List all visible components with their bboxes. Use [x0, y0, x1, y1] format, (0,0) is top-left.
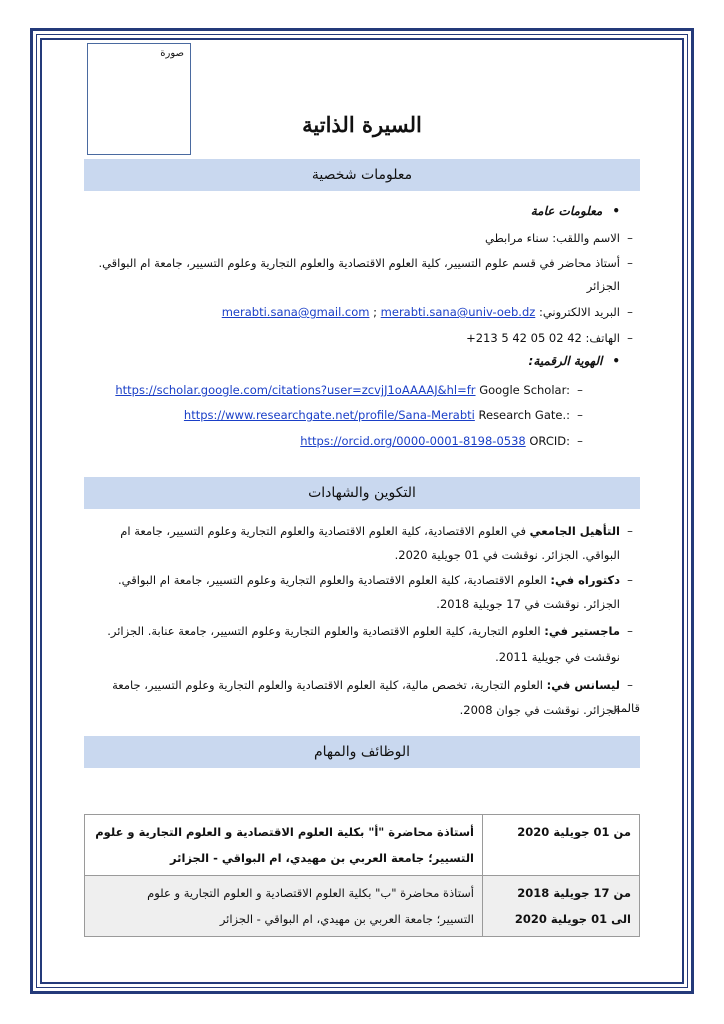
- education-item: –ماجستير في: العلوم التجارية، كلية العلوم الاقتصادية والعلوم التجارية وعلوم التسيير، جامعة عنابة. الجزائر.: [107, 624, 633, 638]
- section-jobs-heading: الوظائف والمهام: [84, 736, 640, 768]
- education-detail-cont: الجزائر. نوقشت في جوان 2008.: [459, 703, 620, 717]
- orcid-label: ORCID:: [529, 434, 570, 448]
- scholar-line: –https://scholar.google.com/citations?user=zcvjJ1oAAAAJ&hl=fr Google Scholar:: [115, 383, 583, 397]
- name-text: الاسم واللقب: سناء مرابطي: [485, 231, 620, 245]
- jobs-table: [84, 814, 640, 937]
- job-description-cont: التسيير؛ جامعة العربي بن مهيدي، ام البواقي - الجزائر: [169, 851, 474, 865]
- phone-text: الهاتف: 42 02 05 42 5 213+: [466, 331, 620, 345]
- document-title: السيرة الذاتية: [302, 112, 422, 137]
- education-degree: ماجستير في:: [544, 624, 620, 638]
- name-line: –الاسم واللقب: سناء مرابطي: [485, 231, 633, 245]
- orcid-line: –https://orcid.org/0000-0001-8198-0538 ORCID:: [300, 434, 583, 448]
- education-detail: في العلوم الاقتصادية، كلية العلوم الاقتصادية والعلوم التجارية وعلوم التسيير، جامعة ام: [120, 524, 530, 538]
- scholar-entry: [115, 383, 570, 397]
- orcid-link[interactable]: https://orcid.org/0000-0001-8198-0538: [300, 434, 526, 448]
- section-personal-heading: معلومات شخصية: [84, 159, 640, 191]
- researchgate-line: –https://www.researchgate.net/profile/Sana-Merabti Research Gate.:: [183, 408, 583, 422]
- email-link-univ[interactable]: merabti.sana@univ-oeb.dz: [380, 305, 536, 319]
- education-item: –دكتوراه في: العلوم الاقتصادية، كلية العلوم الاقتصادية والعلوم التجارية وعلوم التسيير، جامعة ام البواقي.: [118, 573, 633, 587]
- scholar-link[interactable]: https://scholar.google.com/citations?user=zcvjJ1oAAAAJ&hl=fr: [115, 383, 476, 397]
- position-line-2: [84, 275, 640, 298]
- education-detail-cont: البواقي. الجزائر. نوقشت في 01 جويلية 2020.: [394, 548, 620, 562]
- job-description-cont: التسيير؛ جامعة العربي بن مهيدي، ام البواقي - الجزائر: [219, 912, 474, 926]
- position-text-2: الجزائر: [586, 279, 620, 293]
- orcid-entry: [300, 434, 570, 448]
- table-row: [85, 876, 640, 937]
- section-education-heading: التكوين والشهادات: [84, 477, 640, 509]
- email-label: البريد الالكتروني:: [538, 305, 620, 319]
- researchgate-link[interactable]: https://www.researchgate.net/profile/Sana-Merabti: [183, 408, 475, 422]
- education-degree: ليسانس في:: [546, 678, 620, 692]
- position-line: –أستاذ محاضر في قسم علوم التسيير، كلية العلوم الاقتصادية والعلوم التجارية وعلوم التسيير، جامعة ام البواقي.: [98, 256, 633, 270]
- job-date-from: من 17 جويلية 2018: [517, 886, 631, 900]
- scholar-label: Google Scholar:: [479, 383, 570, 397]
- job-date-from: من 01 جويلية 2020: [517, 825, 631, 839]
- cv-page: [84, 42, 640, 982]
- photo-placeholder: [87, 43, 191, 155]
- email-separator: ;: [373, 305, 378, 319]
- photo-label: صورة: [160, 48, 184, 59]
- job-description: أستاذة محاضرة "أ" بكلية العلوم الاقتصادية و العلوم التجارية و علوم: [95, 825, 474, 839]
- job-description: أستاذة محاضرة "ب" بكلية العلوم الاقتصادية و العلوم التجارية و علوم: [147, 886, 474, 900]
- education-item: –ليسانس في: العلوم التجارية، تخصص مالية، كلية العلوم الاقتصادية والعلوم التجارية وعلوم التسيير، جامعة قالمة.: [112, 678, 640, 715]
- education-item: –التأهيل الجامعي في العلوم الاقتصادية، كلية العلوم الاقتصادية والعلوم التجارية وعلوم التسيير، جامعة ام: [120, 524, 633, 538]
- education-item-cont: [84, 646, 640, 669]
- table-row: [85, 815, 640, 876]
- job-date-cell: [483, 876, 640, 937]
- education-item-cont: [84, 593, 640, 616]
- job-date-cell: [483, 815, 640, 876]
- phone-line: –الهاتف: 42 02 05 42 5 213+: [466, 331, 633, 345]
- job-date-to: الى 01 جويلية 2020: [514, 912, 631, 926]
- education-item-cont: [84, 699, 640, 722]
- email-line: –البريد الالكتروني: merabti.sana@univ-oeb.dz ; merabti.sana@gmail.com: [221, 305, 633, 319]
- researchgate-entry: [184, 408, 570, 422]
- digital-identity-heading-text: الهوية الرقمية:: [528, 354, 603, 368]
- education-detail: العلوم التجارية، تخصص مالية، كلية العلوم الاقتصادية والعلوم التجارية وعلوم التسيير، جامعة قالمة.: [112, 678, 640, 715]
- education-item-cont: [84, 544, 640, 567]
- education-degree: التأهيل الجامعي: [529, 524, 620, 538]
- digital-identity-heading: [529, 354, 620, 368]
- education-detail: العلوم التجارية، كلية العلوم الاقتصادية والعلوم التجارية وعلوم التسيير، جامعة عنابة. الجزائر.: [107, 624, 545, 638]
- job-description-cell: [85, 876, 483, 937]
- email-link-gmail[interactable]: merabti.sana@gmail.com: [221, 305, 370, 319]
- position-text: أستاذ محاضر في قسم علوم التسيير، كلية العلوم الاقتصادية والعلوم التجارية وعلوم التسيير، جامعة ام البواقي.: [98, 256, 620, 270]
- job-description-cell: [85, 815, 483, 876]
- education-detail: العلوم الاقتصادية، كلية العلوم الاقتصادية والعلوم التجارية وعلوم التسيير، جامعة ام البواقي.: [118, 573, 551, 587]
- researchgate-label: Research Gate.:: [478, 408, 570, 422]
- education-degree: دكتوراه في:: [550, 573, 620, 587]
- general-info-heading: [531, 204, 620, 218]
- general-info-heading-text: معلومات عامة: [530, 204, 603, 218]
- education-detail-cont: نوقشت في جويلية 2011.: [495, 650, 620, 664]
- education-detail-cont: الجزائر. نوقشت في 17 جويلية 2018.: [436, 597, 620, 611]
